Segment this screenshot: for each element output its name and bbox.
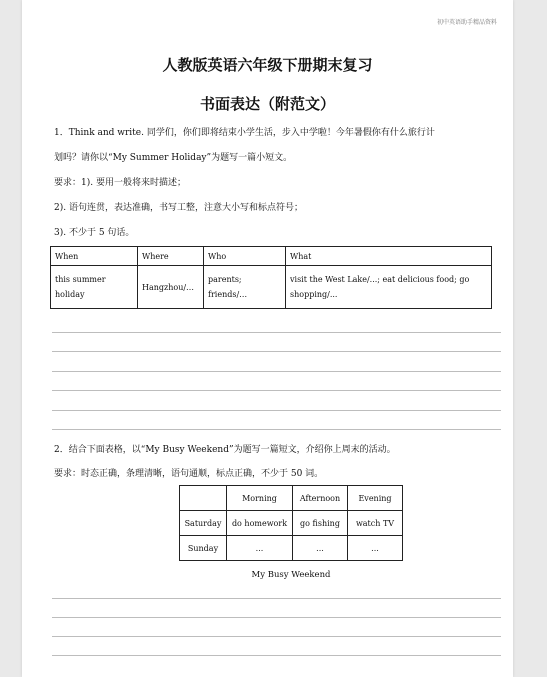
writing-line	[52, 332, 501, 333]
table-cell: go fishing	[293, 511, 348, 536]
table-header-cell: What	[286, 247, 492, 266]
q1-prompt-line1: 1．Think and write. 同学们，你们即将结束小学生活，步入中学啦！今年暑假你有什么旅行计	[54, 128, 435, 138]
table-cell: visit the West Lake/...; eat delicious food; go shopping/...	[286, 266, 492, 309]
table-cell: do homework	[227, 511, 293, 536]
table-header-cell: Afternoon	[293, 486, 348, 511]
table-row-label: Saturday	[180, 511, 227, 536]
q2-prompt-line1: 2．结合下面表格，以“My Busy Weekend”为题写一篇短文，介绍你上周末的活动。	[54, 445, 396, 455]
table-header-cell: Who	[204, 247, 286, 266]
table-caption: My Busy Weekend	[251, 570, 331, 580]
table-cell: ...	[293, 536, 348, 561]
page-subtitle: 书面表达（附范文）	[199, 95, 335, 113]
writing-line	[52, 390, 501, 391]
writing-line	[52, 429, 501, 430]
table-header-cell: Evening	[348, 486, 403, 511]
table-header-cell: Morning	[227, 486, 293, 511]
writing-line	[52, 636, 501, 637]
q1-prompt-line2: 划吗？请你以“My Summer Holiday”为题写一篇小短文。	[54, 153, 293, 163]
table-cell: watch TV	[348, 511, 403, 536]
table-header-cell: Where	[138, 247, 204, 266]
table-cell: this summer holiday	[51, 266, 138, 309]
writing-line	[52, 410, 501, 411]
holiday-plan-table	[50, 246, 492, 309]
table-header-cell: When	[51, 247, 138, 266]
q1-requirement-1: 要求：1). 要用一般将来时描述；	[54, 178, 186, 188]
document-page	[22, 0, 513, 677]
writing-line	[52, 371, 501, 372]
table-cell: Hangzhou/…	[138, 266, 204, 309]
table-cell: ...	[227, 536, 293, 561]
table-header-cell	[180, 486, 227, 511]
page-title: 人教版英语六年级下册期末复习	[162, 56, 373, 74]
q1-requirement-3: 3). 不少于 5 句话。	[54, 228, 135, 238]
q2-requirement: 要求：时态正确，条理清晰，语句通顺，标点正确，不少于 50 词。	[54, 469, 324, 479]
weekend-activity-table	[179, 485, 403, 561]
writing-line	[52, 598, 501, 599]
table-cell: parents; friends/…	[204, 266, 286, 309]
writing-line	[52, 655, 501, 656]
writing-line	[52, 617, 501, 618]
table-row-label: Sunday	[180, 536, 227, 561]
header-note: 初中英语助手精品资料	[436, 19, 497, 26]
q1-requirement-2: 2). 语句连贯，表达准确，书写工整，注意大小写和标点符号；	[54, 203, 303, 213]
writing-line	[52, 351, 501, 352]
table-cell: ...	[348, 536, 403, 561]
